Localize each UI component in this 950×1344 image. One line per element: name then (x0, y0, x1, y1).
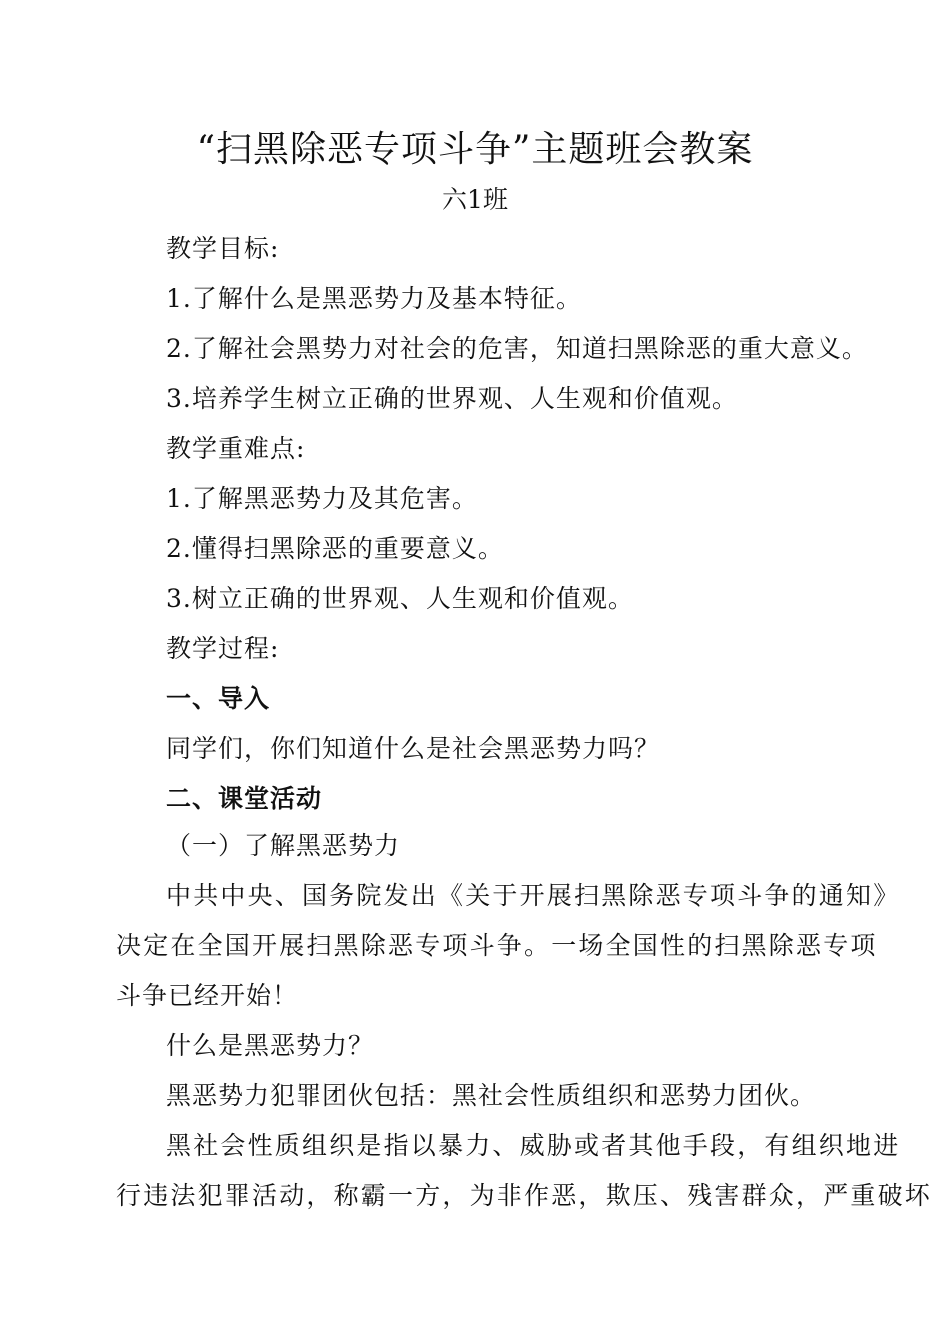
paragraph-line: 中共中央、国务院发出《关于开展扫黑除恶专项斗争的通知》 (166, 881, 901, 910)
section-heading-process: 教学过程: (166, 634, 280, 663)
subheading-class-activity: 二、课堂活动 (166, 784, 323, 813)
objective-item: 1.了解什么是黑恶势力及基本特征。 (166, 284, 582, 313)
subheading-introduction: 一、导入 (166, 684, 271, 713)
section-heading-key-points: 教学重难点: (166, 434, 306, 463)
paragraph-line: 斗争已经开始！ (116, 981, 299, 1010)
paragraph-line: 同学们，你们知道什么是社会黑恶势力吗？ (166, 734, 661, 763)
paragraph-line: 行违法犯罪活动，称霸一方，为非作恶，欺压、残害群众，严重破坏 (116, 1181, 933, 1210)
key-point-item: 1.了解黑恶势力及其危害。 (166, 484, 478, 513)
section-heading-objectives: 教学目标: (166, 234, 280, 263)
objective-item: 3.培养学生树立正确的世界观、人生观和价值观。 (166, 384, 738, 413)
paragraph-line: 黑社会性质组织是指以暴力、威胁或者其他手段，有组织地进 (166, 1131, 901, 1160)
key-point-item: 3.树立正确的世界观、人生观和价值观。 (166, 584, 634, 613)
objective-item: 2.了解社会黑势力对社会的危害，知道扫黑除恶的重大意义。 (166, 334, 868, 363)
paragraph-line: 决定在全国开展扫黑除恶专项斗争。一场全国性的扫黑除恶专项 (116, 931, 878, 960)
class-name: 六1班 (442, 185, 508, 214)
subheading-understanding: （一）了解黑恶势力 (166, 831, 401, 860)
key-point-item: 2.懂得扫黑除恶的重要意义。 (166, 534, 504, 563)
paragraph-line: 什么是黑恶势力？ (166, 1031, 375, 1060)
document-title: “扫黑除恶专项斗争”主题班会教案 (196, 129, 754, 170)
paragraph-line: 黑恶势力犯罪团伙包括：黑社会性质组织和恶势力团伙。 (166, 1081, 817, 1110)
